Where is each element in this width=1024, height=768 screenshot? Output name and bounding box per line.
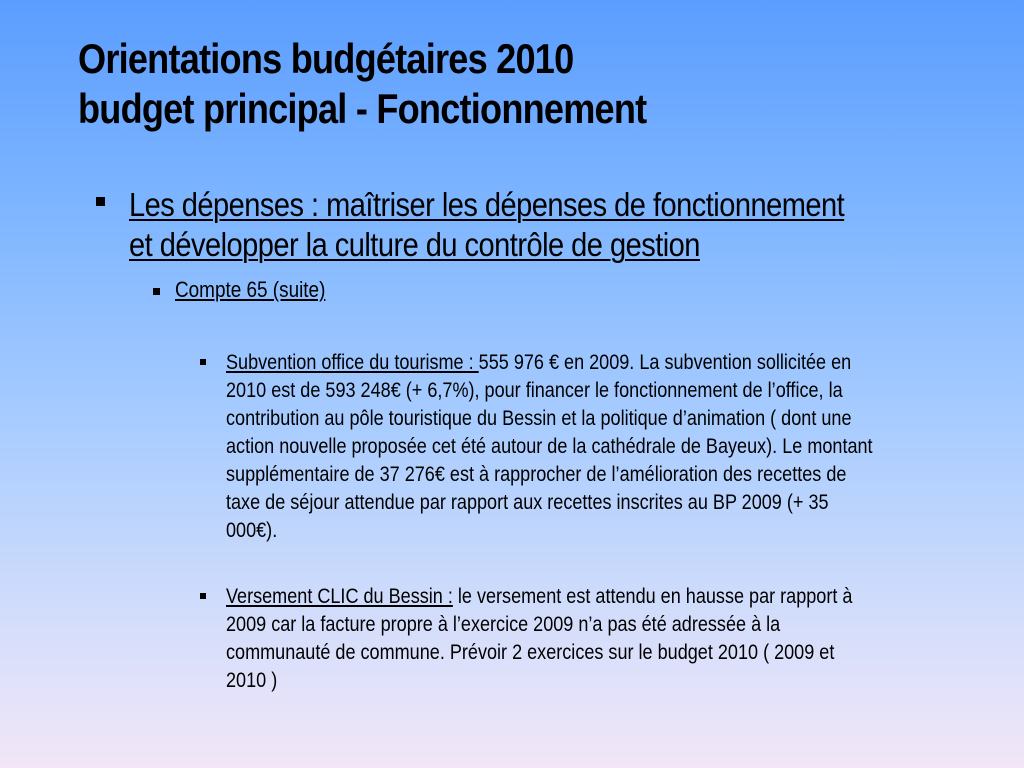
item1-heading: Subvention office du tourisme :	[226, 351, 479, 374]
item1-line-1-rest: 555 976 € en 2009. La subvention sollicitée en	[478, 351, 852, 374]
item2-line-2: 2009 car la facture propre à l’exercice 2009 n’a pas été adressée à la	[226, 613, 781, 636]
item1-line-5: supplémentaire de 37 276€ est à rapprocher de l’amélioration des recettes de	[226, 463, 847, 486]
subvention-office-tourisme-text	[226, 349, 983, 545]
square-bullet-icon	[96, 197, 105, 206]
item1-line-4: action nouvelle proposée cet été autour de la cathédrale de Bayeux). Le montant	[226, 435, 873, 458]
square-bullet-icon	[153, 288, 160, 295]
level1-line-2: et développer la culture du contrôle de gestion	[129, 226, 700, 263]
level1-bullet-text	[129, 185, 921, 265]
item2-line-3: communauté de commune. Prévoir 2 exercices sur le budget 2010 ( 2009 et	[226, 641, 835, 664]
item1-line-2: 2010 est de 593 248€ (+ 6,7%), pour financer le fonctionnement de l’office, la	[226, 379, 843, 402]
item2-line-4: 2010 )	[226, 669, 278, 692]
item2-heading: Versement CLIC du Bessin :	[226, 585, 453, 608]
slide-title	[78, 34, 869, 134]
title-line-2: budget principal - Fonctionnement	[78, 85, 647, 132]
square-bullet-icon	[200, 593, 206, 599]
item1-line-6: taxe de séjour attendue par rapport aux recettes inscrites au BP 2009 (+ 35	[226, 491, 829, 514]
level1-line-1: Les dépenses : maîtriser les dépenses de fonctionnement	[129, 186, 845, 223]
item2-line-1	[226, 583, 983, 611]
square-bullet-icon	[200, 359, 206, 365]
versement-clic-bessin-text	[226, 583, 983, 695]
compte-65-label: Compte 65 (suite)	[175, 277, 326, 302]
item1-line-3: contribution au pôle touristique du Bessin et la politique d’animation ( dont une	[226, 407, 852, 430]
item1-line-7: 000€).	[226, 519, 278, 542]
title-line-1: Orientations budgétaires 2010	[78, 35, 574, 82]
item2-line-1-rest: le versement est attendu en hausse par rapport à	[452, 585, 853, 608]
item1-line-1	[226, 349, 983, 377]
